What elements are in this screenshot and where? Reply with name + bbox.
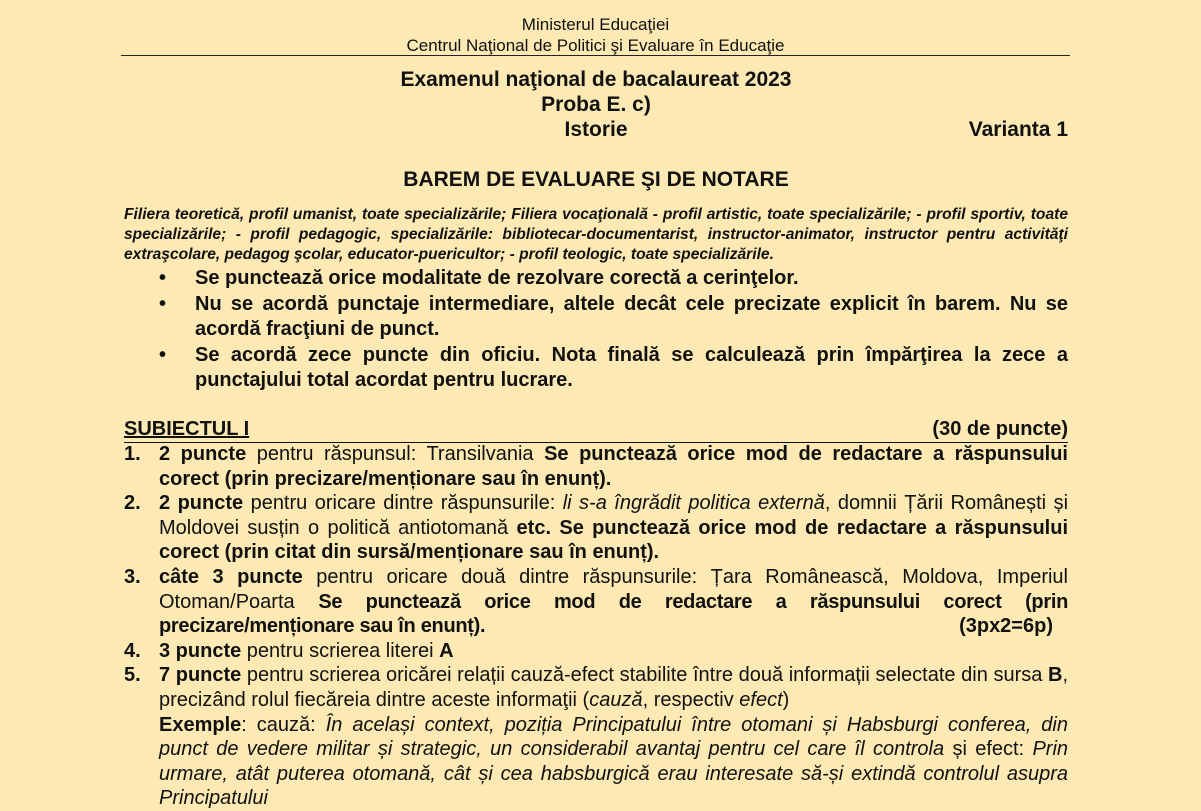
rule-item: • Nu se acordă punctaje intermediare, altele decât cele precizate explicit în barem. Nu se acordă fracţiuni de punct. [159, 293, 1068, 340]
barem-title: BAREM DE EVALUARE ŞI DE NOTARE [403, 168, 789, 191]
bullet-icon: • [159, 293, 167, 315]
answer-example: Exemple: cauză: În același context, poziția Principatului între otomani și Habsburgi conferea, din punct de vedere militar și strategic, un considerabil avantaj pentru cel care îl controla și efect: Prin urmare, atât puterea otomană, cât și cea habsburgică erau interesate să-și extindă controlul asupra Principatului [159, 713, 1069, 810]
filiera-text: Filiera teoretică, profil umanist, toate specializările; Filiera vocaţională - profil artistic, toate specializările; - profil sportiv, toate specializările; - profil pedagogic, specializările: bibliotecar-documentarist, instructor-animator, instructor pentru activităţi extraşcolare, pedagog şcolar, educator-puericultor; - profil teologic, toate specializările. [124, 206, 1068, 263]
item-3-score: (3px2=6p) [959, 615, 1053, 638]
section-heading [124, 416, 1068, 443]
answer-item-3: 3. câte 3 puncte pentru oricare două dintre răspunsurile: Țara Românească, Moldova, Imperiul Otoman/Poarta Se punctează orice mod de redactare a răspunsului corect (prin precizare/menționare sau în enunț). (3px2=6p) [124, 565, 1069, 638]
general-rules-list [124, 266, 1068, 394]
exam-subject: Istorie [564, 118, 628, 141]
exam-title-block [124, 67, 1068, 142]
ministry-name: Ministerul Educaţiei [521, 15, 670, 34]
bullet-icon: • [159, 344, 167, 366]
rule-item: • Se punctează orice modalitate de rezolvare corectă a cerinţelor. [159, 267, 799, 289]
subject-line [124, 117, 1068, 142]
exam-proba: Proba E. c) [541, 93, 651, 116]
document-header [121, 14, 1070, 56]
header-divider [121, 55, 1070, 56]
answer-item-2: 2. 2 puncte pentru oricare dintre răspunsurile: li s-a îngrădit politica externă, domnii Țării Românești și Moldovei susțin o politică antiotomană etc. Se punctează orice mod de redactare a răspunsului corect (prin citat din sursă/menționare sau în enunț). [124, 492, 1069, 564]
exam-title: Examenul naţional de bacalaureat 2023 [400, 68, 792, 91]
section-label: SUBIECTUL I [124, 418, 250, 440]
answer-item-4: 4. 3 puncte pentru scrierea literei A [124, 639, 454, 662]
answer-item-1: 1. 2 puncte pentru răspunsul: Transilvania Se punctează orice mod de redactare a răspunsului corect (prin precizare/menționare sau în enunț). [124, 443, 1068, 490]
exam-variant: Varianta 1 [968, 118, 1068, 141]
rule-item: • Se acordă zece puncte din oficiu. Nota finală se calculează prin împărţirea la zece a punctajului total acordat pentru lucrare. [159, 344, 1068, 391]
section-points: (30 de puncte) [932, 418, 1068, 440]
center-name: Centrul Naţional de Politici şi Evaluare în Educaţie [406, 36, 785, 55]
bullet-icon: • [159, 267, 167, 289]
answer-items [124, 442, 1068, 811]
answer-item-5: 5. 7 puncte pentru scrierea oricărei relații cauză-efect stabilite între două informații selectate din sursa B, precizând rolul fiecăreia dintre aceste informaţii (cauză, respectiv efect) [124, 664, 1068, 711]
